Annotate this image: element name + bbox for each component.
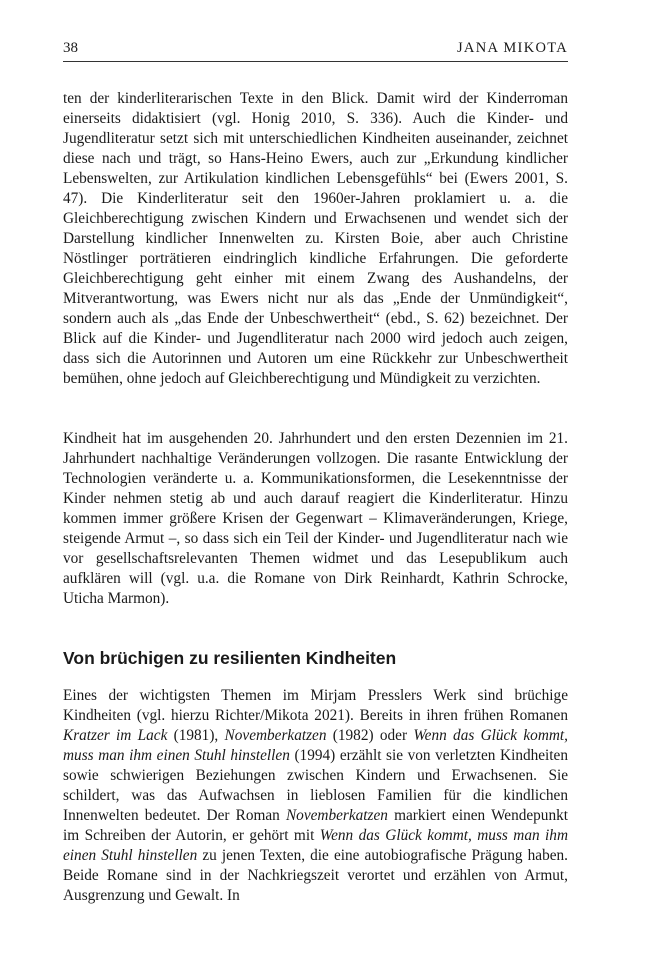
book-title: Novemberkatzen [224,727,327,744]
body-paragraph-1: ten der kinderliterarischen Texte in den Blick. Damit wird der Kinderroman einerseits didaktisiert (vgl. Honig 2010, S. 336). Auch die Kinder- und Jugendliteratur setzt sich mit unterschiedlichen Kindheiten auseinander, zeichnet diese nach und trägt, so Hans-Heino Ewers, auch zur „Erkundung kindlicher Lebenswelten, zur Artikulation kindlichen Lebensgefühls“ bei (Ewers 2001, S. 47). Die Kinderliteratur seit den 1960er-Jahren proklamiert u. a. die Gleichberechtigung zwischen Kindern und Erwachsenen und wendet sich der Darstellung kindlicher Innenwelten zu. Kirsten Boie, aber auch Christine Nöstlinger porträtieren eindringlich kindliche Erfahrungen. Die geforderte Gleichberechtigung geht einher mit einem Zwang des Aushandelns, der Mitverantwortung, was Ewers nicht nur als das „Ende der Unmündigkeit“, sondern auch als „das Ende der Unbeschwertheit“ (ebd., S. 62) bezeichnet. Der Blick auf die Kinder- und Jugendliteratur nach 2000 wird jedoch auch zeigen, dass sich die Autorinnen und Autoren um eine Rückkehr zur Unbeschwertheit bemühen, ohne jedoch auf Gleichberechtigung und Mündigkeit zu verzichten. [63,90,568,387]
section-heading: Von brüchigen zu resilienten Kindheiten [63,648,397,668]
book-title: Wenn das Glück kommt, muss man ihm einen Stuhl hinstellen [63,827,568,864]
text-segment: markiert einen Wendepunkt im Schreiben der Autorin, er gehört mit [63,807,568,844]
book-title: Wenn das Glück kommt, muss man ihm einen Stuhl hinstellen [63,727,568,764]
body-paragraph-2: Kindheit hat im ausgehenden 20. Jahrhundert und den ersten Dezennien im 21. Jahrhundert nachhaltige Veränderungen vollzogen. Die rasante Entwicklung der Technologien veränderte u. a. Kommunikationsformen, die Lesekenntnisse der Kinder nehmen stetig ab und auch darauf reagiert die Kinderliteratur. Hinzu kommen immer größere Krisen der Gegenwart – Klimaveränderungen, Kriege, steigende Armut –, so dass sich ein Teil der Kinder- und Jugendliteratur nach wie vor gesellschaftsrelevanten Themen widmet und das Lesepublikum auch aufklären will (vgl. u.a. die Romane von Dirk Reinhardt, Kathrin Schrocke, Uticha Marmon). [63,430,568,607]
running-header [63,40,568,62]
text-segment: (1981), [167,727,225,744]
book-title: Kratzer im Lack [63,727,168,744]
body-paragraph-3 [63,686,568,906]
text-segment: (1994) erzählt sie von verletzten Kindheiten sowie schwierigen Beziehungen zwischen Kindern und Erwachsenen. Sie schildert, was das Aufwachsen in lieblosen Familien für die kindlichen Innenwelten bedeutet. Der Roman [63,747,568,824]
book-title: Novemberkatzen [285,807,388,824]
running-head-author: JANA MIKOTA [456,40,568,56]
text-segment: (1982) oder [326,727,414,744]
text-segment: zu jenen Texten, die eine autobiografische Prägung haben. Beide Romane sind in der Nachkriegszeit verortet und erzählen von Armut, Ausgrenzung und Gewalt. In [63,847,568,904]
text-segment: Eines der wichtigsten Themen im Mirjam Presslers Werk sind brüchige Kindheiten (vgl. hierzu Richter/Mikota 2021). Bereits in ihren frühen Romanen [63,687,568,724]
page-number: 38 [63,40,78,56]
